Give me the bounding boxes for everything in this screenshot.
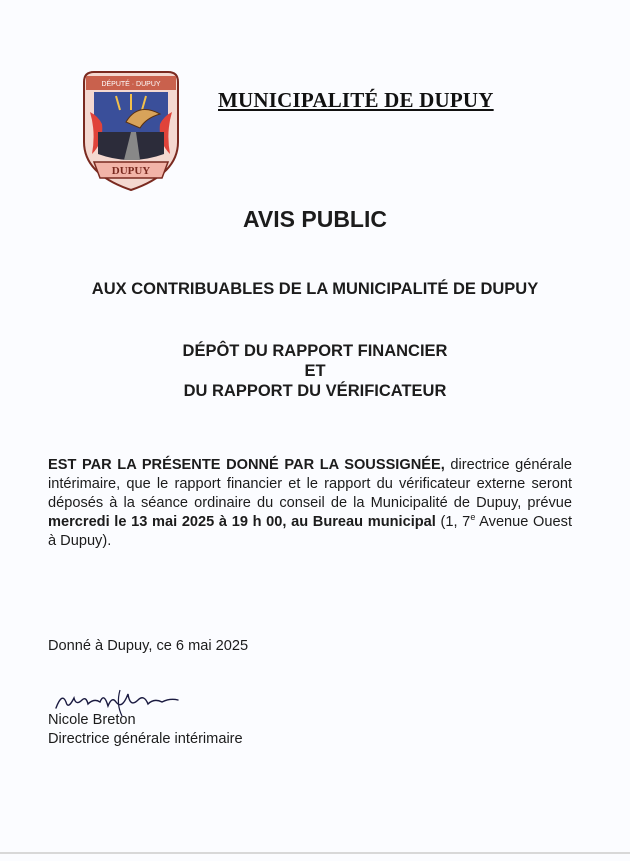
- notice-body: [48, 456, 572, 551]
- given-date: Donné à Dupuy, ce 6 mai 2025: [48, 638, 249, 654]
- body-text-3: Avenue Ouest à Dupuy).: [48, 514, 572, 549]
- municipal-crest-icon: [76, 62, 186, 197]
- notice-subject: [0, 341, 630, 401]
- body-text-1: directrice générale intérimaire, que le rapport financier et le rapport du vérificateur externe seront déposés à la séance ordinaire du conseil de la Municipalité de Dupuy, prévue: [48, 457, 572, 511]
- subject-line-1: DÉPÔT DU RAPPORT FINANCIER: [182, 342, 448, 360]
- page-bottom-divider: [0, 852, 630, 854]
- body-lead: EST PAR LA PRÉSENTE DONNÉ PAR LA SOUSSIGNÉE,: [48, 457, 445, 473]
- body-text-2: (1, 7: [435, 514, 471, 530]
- notice-audience: AUX CONTRIBUABLES DE LA MUNICIPALITÉ DE DUPUY: [91, 280, 539, 298]
- svg-text:DUPUY: DUPUY: [111, 165, 151, 177]
- notice-title: AVIS PUBLIC: [243, 206, 387, 232]
- subject-line-3: DU RAPPORT DU VÉRIFICATEUR: [183, 382, 447, 400]
- signatory-name: Nicole Breton: [48, 712, 136, 728]
- svg-text:DÉPUTÉ · DUPUY: DÉPUTÉ · DUPUY: [101, 81, 161, 88]
- body-superscript: e: [470, 512, 476, 523]
- signatory-role: Directrice générale intérimaire: [48, 731, 243, 747]
- municipality-title: MUNICIPALITÉ DE DUPUY: [218, 88, 494, 112]
- body-date: mercredi le 13 mai 2025 à 19 h 00, au Bureau municipal: [48, 514, 436, 530]
- subject-line-2: ET: [304, 362, 326, 380]
